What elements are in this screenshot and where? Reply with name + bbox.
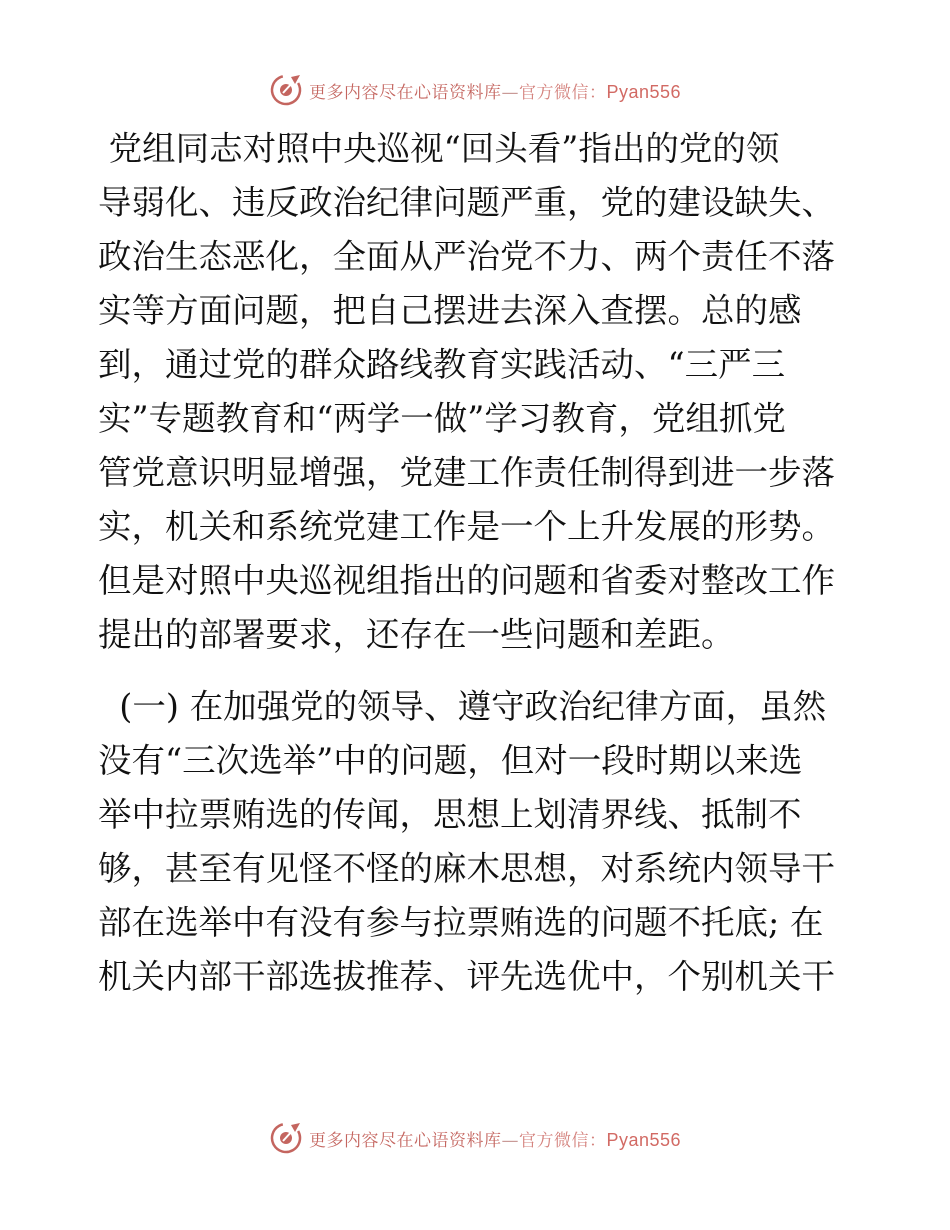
text-line: 够，甚至有见怪不怪的麻木思想，对系统内领导干 (98, 849, 835, 888)
text-line: (一) 在加强党的领导、遵守政治纪律方面，虽然 (98, 687, 827, 726)
watermark-wechat-id: Pyan556 (606, 1129, 682, 1150)
text-line: 没有“三次选举”中的问题，但对一段时期以来选 (98, 741, 803, 780)
text-line: 提出的部署要求，还存在一些问题和差距。 (98, 615, 735, 654)
text-line: 实，机关和系统党建工作是一个上升发展的形势。 (98, 507, 835, 546)
watermark-text (309, 1126, 681, 1151)
text-line: 举中拉票贿选的传闻，思想上划清界线、抵制不 (98, 795, 802, 834)
watermark-wechat-label: 官方微信： (518, 1130, 607, 1151)
paragraph-1 (98, 122, 858, 662)
text-line: 机关内部干部选拔推荐、评先选优中，个别机关干 (98, 957, 835, 996)
text-line: 但是对照中央巡视组指出的问题和省委对整改工作 (98, 561, 835, 600)
watermark-wechat-label: 官方微信： (518, 82, 607, 103)
watermark-site: 更多内容尽在心语资料库 (308, 1130, 502, 1151)
header-watermark (0, 70, 950, 110)
text-line: 党组同志对照中央巡视“回头看”指出的党的领 (98, 129, 780, 168)
text-line: 导弱化、违反政治纪律问题严重，党的建设缺失、 (98, 183, 835, 222)
watermark-dash: — (501, 82, 519, 103)
paragraph-spacer (98, 662, 858, 680)
text-line: 实”专题教育和“两学一做”学习教育，党组抓党 (98, 399, 786, 438)
text-line: 部在选举中有没有参与拉票贿选的问题不托底; 在 (98, 903, 824, 942)
text-line: 实等方面问题，把自己摆进去深入查摆。总的感 (98, 291, 802, 330)
paragraph-2 (98, 680, 858, 1004)
watermark-site: 更多内容尽在心语资料库 (308, 82, 502, 103)
text-line: 政治生态恶化，全面从严治党不力、两个责任不落 (98, 237, 835, 276)
watermark-text (309, 78, 681, 103)
watermark-dash: — (501, 1130, 519, 1151)
quill-seal-logo-icon (269, 1121, 303, 1155)
watermark-wechat-id: Pyan556 (606, 81, 682, 102)
text-line: 管党意识明显增强，党建工作责任制得到进一步落 (98, 453, 835, 492)
text-line: 到，通过党的群众路线教育实践活动、“三严三 (98, 345, 786, 384)
quill-seal-logo-icon (269, 73, 303, 107)
footer-watermark (0, 1118, 950, 1158)
document-body (98, 122, 858, 1004)
